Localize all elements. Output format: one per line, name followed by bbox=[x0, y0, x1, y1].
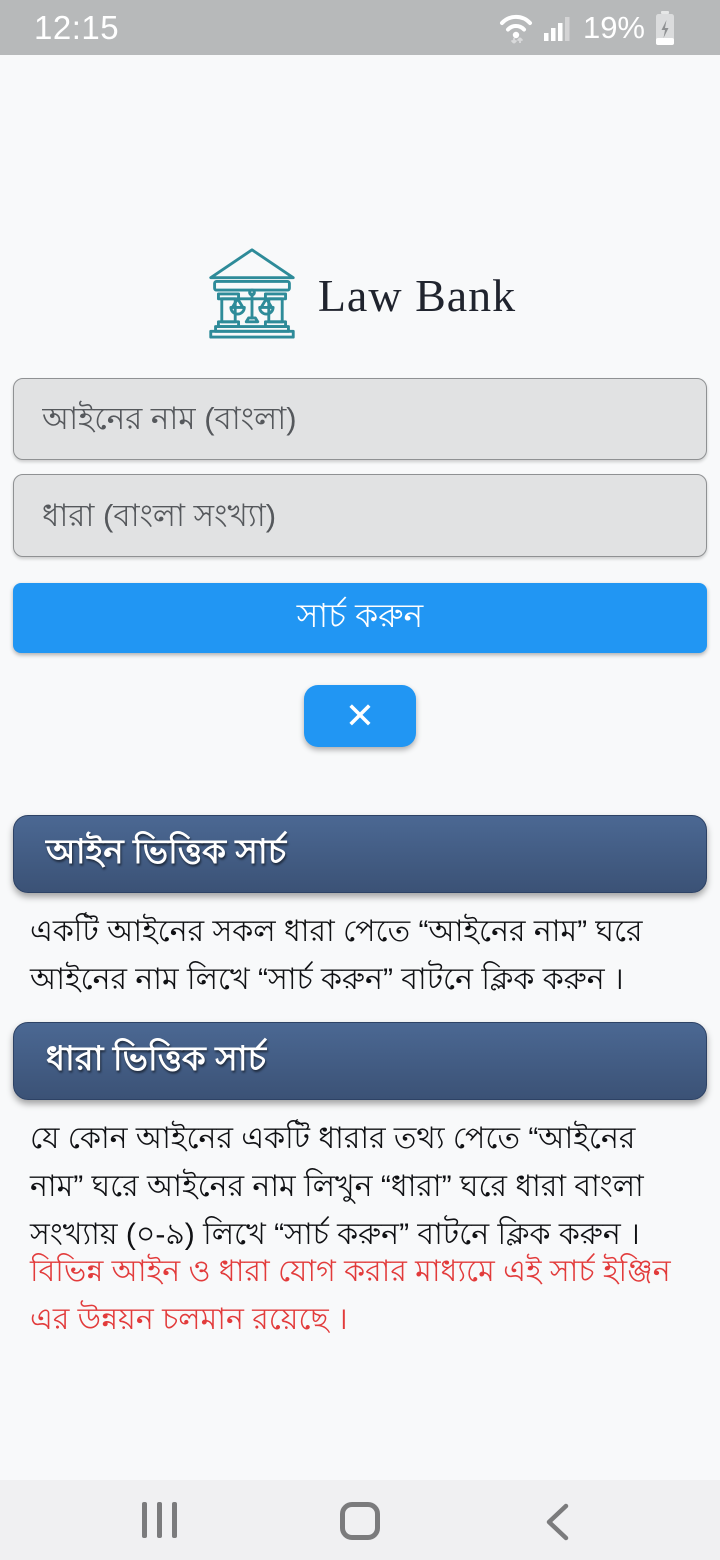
clear-button[interactable]: ✕ bbox=[304, 685, 416, 747]
back-button[interactable] bbox=[544, 1502, 570, 1547]
section-based-search-description: যে কোন আইনের একটি ধারার তথ্য পেতে “আইনের নাম” ঘরে আইনের নাম লিখুন “ধারা” ঘরে ধারা বাংলা সংখ্যায় (০-৯) লিখে “সার্চ করুন” বাটনে ক্লিক করুন । bbox=[30, 1122, 644, 1251]
home-button[interactable] bbox=[340, 1502, 380, 1540]
section-number-input[interactable] bbox=[13, 474, 707, 557]
development-notice: বিভিন্ন আইন ও ধারা যোগ করার মাধ্যমে এই সার্চ ইঞ্জিন এর উন্নয়ন চলমান রয়েছে । bbox=[30, 1255, 671, 1336]
law-name-input[interactable] bbox=[13, 378, 707, 460]
law-bank-building-icon bbox=[204, 246, 300, 345]
battery-percent-label: 19% bbox=[582, 9, 645, 45]
wifi-icon bbox=[499, 12, 535, 44]
signal-strength-icon bbox=[544, 13, 574, 43]
law-based-search-description: একটি আইনের সকল ধারা পেতে “আইনের নাম” ঘরে আইনের নাম লিখে “সার্চ করুন” বাটনে ক্লিক করুন । bbox=[30, 915, 643, 996]
status-bar bbox=[0, 0, 720, 55]
battery-charging-icon bbox=[654, 10, 676, 46]
search-button[interactable]: সার্চ করুন bbox=[13, 583, 707, 653]
recents-button[interactable] bbox=[142, 1502, 177, 1538]
section-based-search-header bbox=[13, 1022, 707, 1100]
app-logo bbox=[0, 246, 720, 344]
app-title: Law Bank bbox=[317, 269, 517, 321]
law-based-search-header bbox=[13, 815, 707, 893]
section-title: ধারা ভিত্তিক সার্চ bbox=[46, 1039, 266, 1078]
section-title: আইন ভিত্তিক সার্চ bbox=[46, 832, 287, 871]
clock: 12:15 bbox=[34, 8, 120, 46]
